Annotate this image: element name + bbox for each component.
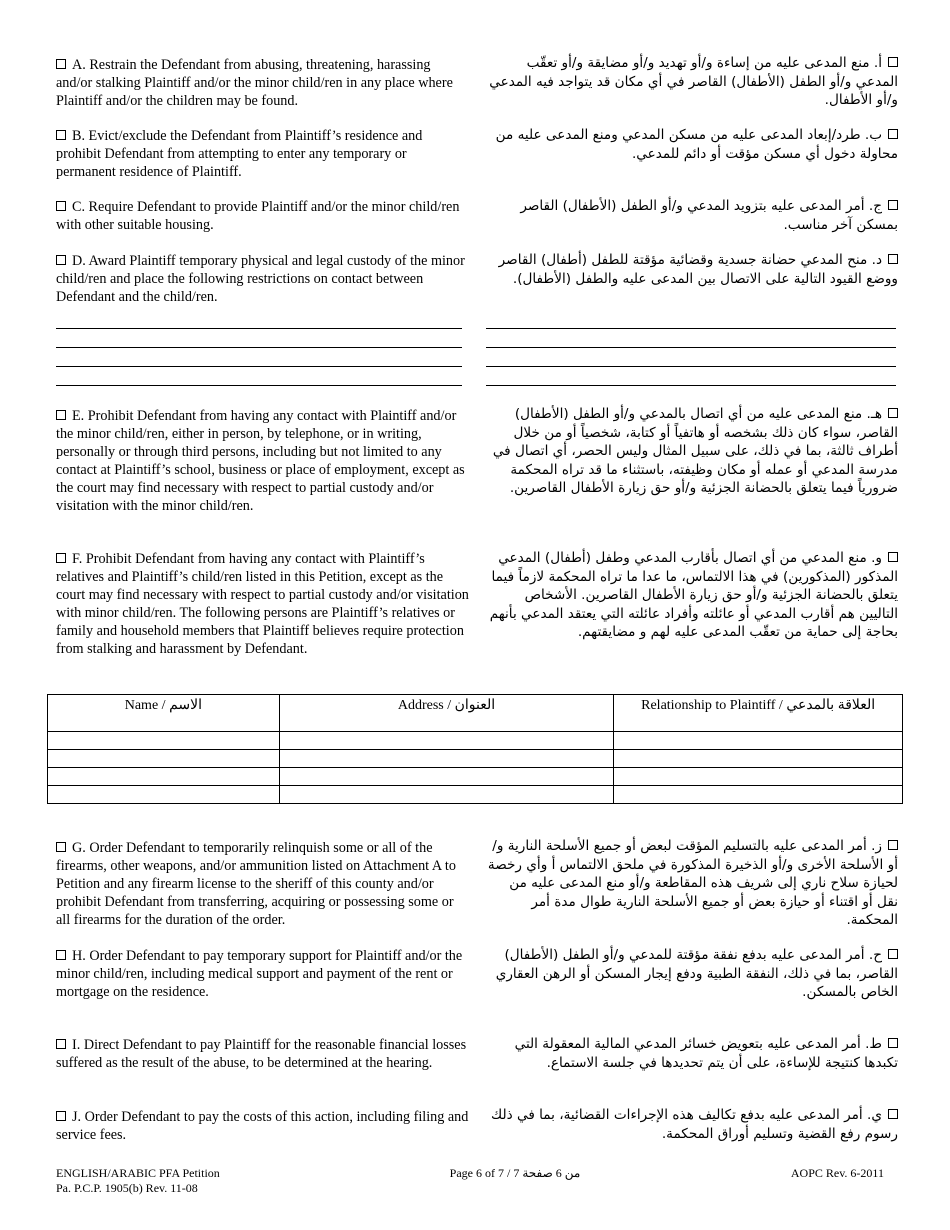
- item-i-english: I. Direct Defendant to pay Plaintiff for the reasonable financial losses suffered as the result of the abuse, to be determined at the hearing.: [56, 1037, 467, 1071]
- relationship-cell[interactable]: [614, 732, 903, 750]
- item-e-checkbox[interactable]: [56, 410, 66, 420]
- item-f-english: F. Prohibit Defendant from having any contact with Plaintiff’s relatives and Plaintiff’s child/ren listed in this Petition, except as the court may find necessary with respect to partial custody and/or visitation with minor child/ren. The following persons are Plaintiff’s relatives or family and household members that Plaintiff believes require protection from stalking and harassment by Defendant.: [56, 551, 469, 657]
- item-c-arabic: ج. أمر المدعى عليه بتزويد المدعي و/أو الطفل (الأطفال) القاصر بمسكن آخر مناسب.: [520, 198, 898, 233]
- item-d-checkbox[interactable]: [56, 255, 66, 265]
- item-b-checkbox[interactable]: [56, 130, 66, 140]
- table-row: [48, 768, 903, 786]
- restriction-line-ar-3[interactable]: [486, 366, 896, 367]
- restriction-line-en-2[interactable]: [56, 347, 462, 348]
- protected-persons-table: [47, 694, 903, 804]
- relationship-cell[interactable]: [614, 750, 903, 768]
- item-j-arabic: ي. أمر المدعى عليه بدفع تكاليف هذه الإجراءات القضائية، بما في ذلك رسوم رفع القضية وتسليم أوراق المحكمة.: [491, 1107, 898, 1142]
- restriction-line-ar-4[interactable]: [486, 385, 896, 386]
- item-d-english: D. Award Plaintiff temporary physical and legal custody of the minor child/ren and place the following restrictions on contact between Defendant and the child/ren.: [56, 253, 465, 305]
- item-b-english: B. Evict/exclude the Defendant from Plaintiff’s residence and prohibit Defendant from attempting to enter any temporary or permanent residence of Plaintiff.: [56, 128, 423, 180]
- restriction-line-en-3[interactable]: [56, 366, 462, 367]
- item-e-arabic: هـ. منع المدعى عليه من أي اتصال بالمدعي و/أو الطفل (الأطفال) القاصر، سواء كان ذلك بشخصه أو هاتفياً أو كتابة، شخصياً أو من خلال أطراف ثالثة، بما في ذلك، على سبيل المثال وليس الحصر، أي اتصال في مدرسة المدعي أو عمله أو مكان وظيفته، باستثناء ما قد تراه المحكمة ضرورياً فيما يتعلق بالحضانة الجزئية و/أو حق زيارة الأطفال القاصرين.: [492, 406, 898, 496]
- restriction-line-en-4[interactable]: [56, 385, 462, 386]
- item-a-english: A. Restrain the Defendant from abusing, threatening, harassing and/or stalking Plaintiff and/or the minor child/ren in any place where Plaintiff and/or the children may be found.: [56, 57, 453, 109]
- item-c-english: C. Require Defendant to provide Plaintiff and/or the minor child/ren with other suitable housing.: [56, 199, 460, 233]
- restriction-line-ar-2[interactable]: [486, 347, 896, 348]
- item-f-checkbox-ar[interactable]: [888, 552, 898, 562]
- item-i-arabic: ط. أمر المدعى عليه بتعويض خسائر المدعي المالية المعقولة التي تكبدها كنتيجة للإساءة، على أن يتم تحديدها في جلسة الاستماع.: [514, 1036, 898, 1071]
- address-cell[interactable]: [279, 750, 614, 768]
- item-g-english: G. Order Defendant to temporarily relinquish some or all of the firearms, other weapons, and/or ammunition listed on Attachment A to Petition and any firearm license to the sheriff of this county and/or prohibit Defendant from transferring, acquiring or possessing some or all firearms for the duration of the order.: [56, 840, 456, 928]
- header-relationship: Relationship to Plaintiff / العلاقة بالمدعي: [614, 695, 903, 732]
- footer-page-number: Page 6 of 7 / 7 من 6 صفحة: [449, 1166, 581, 1180]
- footer-form-id: [56, 1166, 220, 1196]
- item-h-checkbox-ar[interactable]: [888, 949, 898, 959]
- footer-rule-ref: Pa. P.C.P. 1905(b) Rev. 11-08: [56, 1181, 198, 1195]
- name-cell[interactable]: [48, 786, 280, 804]
- item-h-english: H. Order Defendant to pay temporary support for Plaintiff and/or the minor child/ren, including medical support and payment of the rent or mortgage on the residence.: [56, 948, 463, 1000]
- footer-revision: AOPC Rev. 6-2011: [790, 1166, 884, 1180]
- item-j-english: J. Order Defendant to pay the costs of this action, including filing and service fees.: [56, 1109, 469, 1143]
- header-name: Name / الاسم: [48, 695, 280, 732]
- item-g-checkbox-ar[interactable]: [888, 840, 898, 850]
- item-d-arabic: د. منح المدعي حضانة جسدية وقضائية مؤقتة للطفل (أطفال) القاصر ووضع القيود التالية على الاتصال بين المدعى عليه والطفل (الأطفال).: [498, 252, 898, 287]
- item-c-checkbox[interactable]: [56, 201, 66, 211]
- item-g-checkbox[interactable]: [56, 842, 66, 852]
- item-g-arabic: ز. أمر المدعى عليه بالتسليم المؤقت لبعض أو جميع الأسلحة النارية و/أو الأسلحة الأخرى و/أو الذخيرة المذكورة في ملحق الالتماس أ وأي رخصة لحيازة سلاح ناري إلى شريف هذه المقاطعة و/أو منع المدعى عليه من نقل أو اقتناء أو حيازة بعض أو جميع الأسلحة النارية طوال مدة أمر المحكمة.: [487, 838, 898, 928]
- header-address: Address / العنوان: [279, 695, 614, 732]
- item-b-checkbox-ar[interactable]: [888, 129, 898, 139]
- item-a-arabic: أ. منع المدعى عليه من إساءة و/أو تهديد و/أو مضايقة و/أو تعقّب المدعي و/أو الطفل (الأطفال) القاصر في أي مكان قد يتواجد فيه المدعي و/أو الأطفال.: [489, 55, 898, 108]
- table-row: [48, 786, 903, 804]
- address-cell[interactable]: [279, 786, 614, 804]
- table-row: [48, 732, 903, 750]
- address-cell[interactable]: [279, 732, 614, 750]
- name-cell[interactable]: [48, 732, 280, 750]
- item-e-checkbox-ar[interactable]: [888, 408, 898, 418]
- item-e-english: E. Prohibit Defendant from having any contact with Plaintiff and/or the minor child/ren, either in person, by telephone, or in writing, personally or through third persons, including but not limited to any contact at Plaintiff’s school, business or place of employment, except as the court may find necessary with respect to partial custody and/or visitation with the minor child/ren.: [56, 408, 465, 514]
- item-b-arabic: ب. طرد/إبعاد المدعى عليه من مسكن المدعي ومنع المدعى عليه من محاولة دخول أي مسكن مؤقت أو دائم للمدعي.: [495, 127, 898, 162]
- item-f-arabic: و. منع المدعي من أي اتصال بأقارب المدعي وطفل (أطفال) المدعي المذكور (المذكورين) في هذا الالتماس، ما عدا ما تراه المحكمة لازماً فيما يتعلق بالحضانة الجزئية و/أو حق زيارة الأطفال القاصرين. الأشخاص التاليين هم أقارب المدعي أو عائلته وأفراد عائلته التي يعتقد المدعي بأنهم بحاجة إلى حماية من تعقّب المدعى عليه لهم و مضايقتهم.: [489, 550, 898, 640]
- restriction-line-ar-1[interactable]: [486, 328, 896, 329]
- address-cell[interactable]: [279, 768, 614, 786]
- item-j-checkbox[interactable]: [56, 1111, 66, 1121]
- table-row: [48, 750, 903, 768]
- table-header-row: [48, 695, 903, 732]
- item-i-checkbox-ar[interactable]: [888, 1038, 898, 1048]
- item-c-checkbox-ar[interactable]: [888, 200, 898, 210]
- restriction-line-en-1[interactable]: [56, 328, 462, 329]
- item-a-checkbox[interactable]: [56, 59, 66, 69]
- name-cell[interactable]: [48, 750, 280, 768]
- item-i-checkbox[interactable]: [56, 1039, 66, 1049]
- item-h-checkbox[interactable]: [56, 950, 66, 960]
- name-cell[interactable]: [48, 768, 280, 786]
- relationship-cell[interactable]: [614, 786, 903, 804]
- item-j-checkbox-ar[interactable]: [888, 1109, 898, 1119]
- relationship-cell[interactable]: [614, 768, 903, 786]
- item-h-arabic: ح. أمر المدعى عليه بدفع نفقة مؤقتة للمدعي و/أو الطفل (الأطفال) القاصر، بما في ذلك، النفقة الطبية ودفع إيجار المسكن أو الرهن العقاري الخاص بالمسكن.: [495, 947, 898, 1000]
- item-a-checkbox-ar[interactable]: [888, 57, 898, 67]
- footer-form-name: ENGLISH/ARABIC PFA Petition: [56, 1166, 220, 1180]
- item-f-checkbox[interactable]: [56, 553, 66, 563]
- item-d-checkbox-ar[interactable]: [888, 254, 898, 264]
